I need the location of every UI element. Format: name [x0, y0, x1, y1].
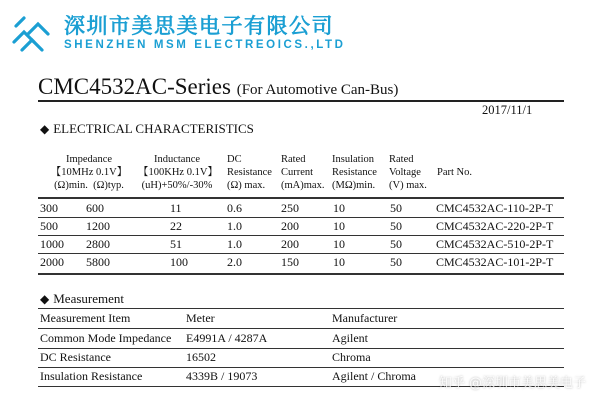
cell-volt: 50	[390, 237, 402, 251]
cell-imp-min: 2000	[40, 255, 64, 269]
measurement-cell-item: DC Resistance	[40, 350, 111, 364]
cell-ins: 10	[333, 201, 345, 215]
series-subtitle: (For Automotive Can-Bus)	[236, 82, 399, 98]
measurement-cell-maker: Agilent / Chroma	[332, 369, 416, 383]
measurement-cell-maker: Chroma	[332, 350, 371, 364]
document-title	[38, 74, 398, 100]
cell-imp-typ: 1200	[86, 219, 110, 233]
cell-dcr: 2.0	[227, 255, 242, 269]
measurement-cell-meter: 16502	[186, 350, 216, 364]
cell-volt: 50	[390, 219, 402, 233]
row-divider	[38, 235, 564, 236]
cell-imp-min: 300	[40, 201, 58, 215]
table-top-rule	[38, 197, 564, 199]
diamond-bullet-icon: ◆	[40, 122, 50, 136]
header-rated-current: Rated Current (mA)max.	[281, 154, 325, 191]
header-part-no: Part No.	[437, 167, 472, 178]
cell-dcr: 1.0	[227, 237, 242, 251]
cell-volt: 50	[390, 201, 402, 215]
diamond-bullet-icon: ◆	[40, 292, 50, 306]
cell-part: CMC4532AC-220-2P-T	[436, 219, 554, 233]
cell-part: CMC4532AC-510-2P-T	[436, 237, 554, 251]
header-dc-resistance: DC Resistance (Ω) max.	[227, 154, 272, 191]
measurement-cell-item: Common Mode Impedance	[40, 331, 172, 345]
measurement-header-meter: Meter	[186, 311, 215, 325]
measurement-row-divider	[38, 367, 564, 368]
cell-cur: 200	[281, 237, 299, 251]
measurement-header-manufacturer: Manufacturer	[332, 311, 398, 325]
header-inductance: Inductance 【100KHz 0.1V】 (uH)+50%/-30%	[138, 154, 218, 191]
cell-ind: 100	[170, 255, 188, 269]
watermark-text: 知乎 @深圳市美思美电子	[438, 376, 586, 391]
measurement-section-title: ◆ Measurement	[40, 291, 124, 306]
company-logo-icon	[8, 12, 54, 58]
measurement-row-divider	[38, 348, 564, 349]
measurement-top-rule	[38, 308, 564, 309]
cell-cur: 250	[281, 201, 299, 215]
series-name: CMC4532AC-Series	[38, 74, 231, 99]
header-impedance: Impedance 【10MHz 0.1V】 (Ω)min. (Ω)typ.	[50, 154, 128, 191]
cell-ins: 10	[333, 219, 345, 233]
cell-imp-min: 1000	[40, 237, 64, 251]
measurement-cell-maker: Agilent	[332, 331, 368, 345]
measurement-header-rule	[38, 328, 564, 329]
cell-cur: 200	[281, 219, 299, 233]
cell-ins: 10	[333, 255, 345, 269]
row-divider	[38, 253, 564, 254]
measurement-cell-meter: E4991A / 4287A	[186, 331, 268, 345]
cell-imp-typ: 600	[86, 201, 104, 215]
measurement-cell-item: Insulation Resistance	[40, 369, 143, 383]
cell-ind: 11	[170, 201, 182, 215]
header-insulation: Insulation Resistance (MΩ)min.	[332, 154, 377, 191]
cell-dcr: 0.6	[227, 201, 242, 215]
cell-part: CMC4532AC-101-2P-T	[436, 255, 554, 269]
cell-volt: 50	[390, 255, 402, 269]
cell-ind: 22	[170, 219, 182, 233]
table-bottom-rule	[38, 273, 564, 275]
row-divider	[38, 217, 564, 218]
measurement-header-item: Measurement Item	[40, 311, 131, 325]
cell-imp-typ: 2800	[86, 237, 110, 251]
title-divider	[38, 100, 564, 102]
cell-ind: 51	[170, 237, 182, 251]
cell-imp-typ: 5800	[86, 255, 110, 269]
cell-ins: 10	[333, 237, 345, 251]
document-date: 2017/11/1	[482, 103, 533, 117]
company-name-en: SHENZHEN MSM ELECTREOICS.,LTD	[64, 39, 346, 51]
header-rated-voltage: Rated Voltage (V) max.	[389, 154, 427, 191]
measurement-cell-meter: 4339B / 19073	[186, 369, 258, 383]
cell-part: CMC4532AC-110-2P-T	[436, 201, 553, 215]
electrical-section-title: ◆ ELECTRICAL CHARACTERISTICS	[40, 121, 254, 136]
cell-dcr: 1.0	[227, 219, 242, 233]
cell-cur: 150	[281, 255, 299, 269]
company-name-cn: 深圳市美思美电子有限公司	[64, 14, 334, 38]
cell-imp-min: 500	[40, 219, 58, 233]
